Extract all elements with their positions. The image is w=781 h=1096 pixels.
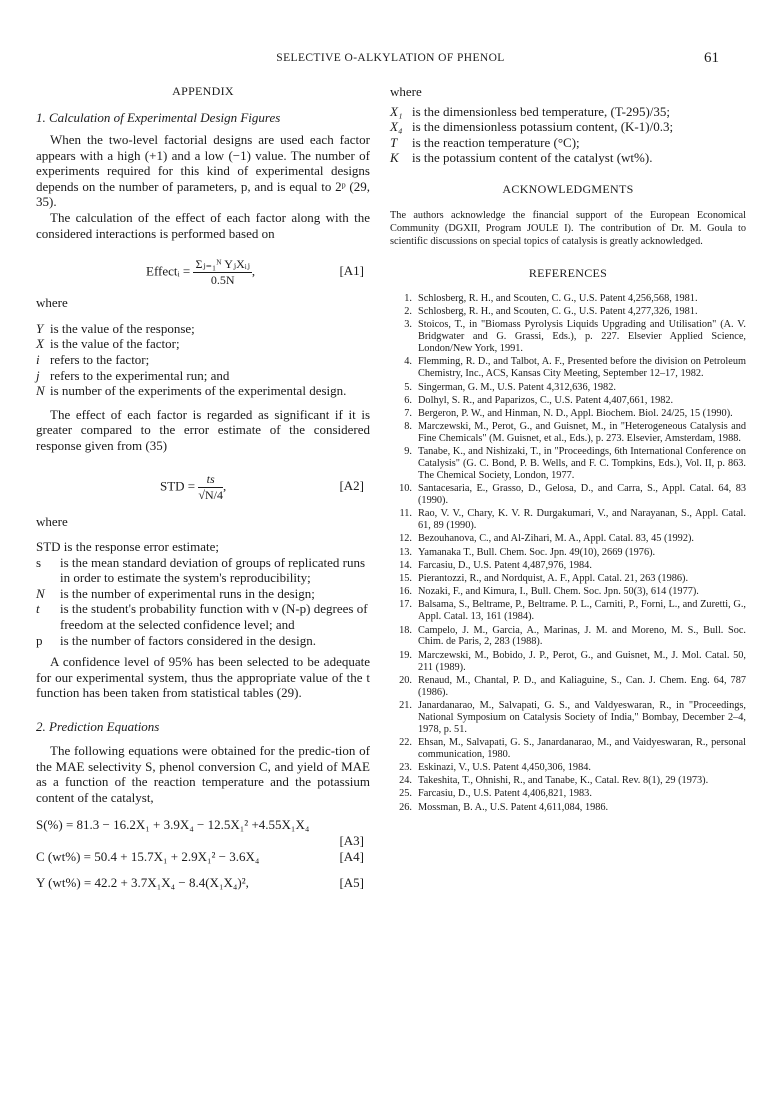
reference-number: 18. <box>399 624 412 636</box>
definition-text: is the dimensionless potassium content, (K-1)/0.3; <box>412 119 674 135</box>
left-column <box>36 84 370 895</box>
reference-item <box>390 775 746 787</box>
paragraph-effect-calculation: The calculation of the effect of each factor along with the considered interactions is performed based on <box>36 209 370 241</box>
reference-item <box>390 483 746 507</box>
definition-symbol: X₁ <box>390 103 403 119</box>
reference-number: 26. <box>399 801 412 813</box>
reference-number: 22. <box>399 736 412 748</box>
reference-text: Balsama, S., Beltrame, P., Beltrame. P. L., Carniti, P., Forni, L., and Zuretti, G., Appl. Catal. 13, 161 (1984). <box>418 599 746 623</box>
equation-a5-tag: [A5] <box>339 875 364 891</box>
reference-item <box>390 675 746 699</box>
reference-number: 2. <box>404 306 412 318</box>
reference-text: Ehsan, M., Salvapati, G. S., Janardanarao, M., and Vaidyeswaran, R., personal communication, 1980. <box>418 736 746 760</box>
appendix-heading: APPENDIX <box>172 84 234 98</box>
definition-symbol: s <box>36 554 42 570</box>
reference-item <box>390 650 746 674</box>
definition-symbol: N <box>36 585 45 601</box>
reference-text: Renaud, M., Chantal, P. D., and Kaliaguine, S., Can. J. Chem. Eng. 64, 787 (1986). <box>418 674 746 698</box>
definition-item <box>36 336 370 352</box>
definition-item <box>36 383 370 399</box>
definition-item <box>36 586 370 602</box>
equation-a2-fraction <box>198 472 223 503</box>
reference-text: Tanabe, K., and Nishizaki, T., in "Proceedings, 6th International Conference on Catalysis" (G. C. Bond, P. B. Wells, and F. C. Tompkins, Eds.), Vol. II, p. 863. The Chemical Society, London, 1977. <box>418 446 746 482</box>
reference-item <box>390 293 746 305</box>
definition-text: is the potassium content of the catalyst (wt%). <box>412 150 653 166</box>
reference-text: Santacesaria, E., Grasso, D., Gelosa, D., and Carra, S., Appl. Catal. 64, 83 (1990). <box>418 483 746 507</box>
reference-text: Bergeron, P. W., and Hinman, N. D., Appl. Biochem. Biol. 24/25, 15 (1990). <box>418 407 733 419</box>
reference-text: Schlosberg, R. H., and Scouten, C. G., U.S. Patent 4,256,568, 1981. <box>418 292 698 304</box>
definition-text: refers to the experimental run; and <box>50 367 230 383</box>
reference-number: 3. <box>404 319 412 331</box>
equation-a1-numerator: Σⱼ₌₁ᴺ YⱼXᵢⱼ <box>195 257 250 272</box>
reference-item <box>390 737 746 761</box>
definition-item <box>36 555 370 586</box>
reference-number: 17. <box>399 599 412 611</box>
definition-item <box>390 104 746 120</box>
definition-symbol: X <box>36 336 44 352</box>
reference-number: 7. <box>404 407 412 419</box>
definition-text: is the value of the response; <box>50 320 195 336</box>
reference-number: 19. <box>399 649 412 661</box>
reference-number: 6. <box>404 394 412 406</box>
reference-text: Farcasiu, D., U.S. Patent 4,487,976, 1984. <box>418 559 592 571</box>
equation-a2-numerator: ts <box>198 472 223 488</box>
definition-symbol: p <box>36 632 43 648</box>
reference-number: 1. <box>404 292 412 304</box>
definition-text: is the number of factors considered in the design. <box>60 632 316 648</box>
reference-text: Campelo, J. M., Garcia, A., Marinas, J. M. and Moreno, M. S., Bull. Soc. Chim. de Paris, 2, 283 (1988). <box>418 624 746 648</box>
definition-text: is the student's probability function with ν (N-p) degrees of freedom at the selected confidence level; and <box>60 601 368 633</box>
reference-number: 9. <box>404 446 412 458</box>
reference-text: Pierantozzi, R., and Nordquist, A. F., Appl. Catal. 21, 263 (1986). <box>418 573 689 585</box>
acknowledgments-text: The authors acknowledge the financial support of the European Economical Community (DGXII, Program JOULE I). The contribution of Dr. M. Goula to scientific discussions on special topics of catalysis is greatly acknowledged. <box>390 209 746 247</box>
definition-text: is the reaction temperature (°C); <box>412 134 580 150</box>
equation-a2-tag: [A2] <box>339 477 364 493</box>
reference-text: Yamanaka T., Bull. Chem. Soc. Jpn. 49(10), 2669 (1976). <box>418 546 656 558</box>
definition-item <box>36 601 370 632</box>
definition-symbol: T <box>390 134 398 150</box>
definition-item <box>36 368 370 384</box>
equation-a1 <box>36 251 370 287</box>
reference-text: Dolhyl, S. R., and Paparizos, C., U.S. Patent 4,407,661, 1982. <box>418 394 674 406</box>
reference-text: Takeshita, T., Ohnishi, R., and Tanabe, K., Catal. Rev. 8(1), 29 (1973). <box>418 775 709 787</box>
reference-text: Schlosberg, R. H., and Scouten, C. G., U.S. Patent 4,277,326, 1981. <box>418 306 698 318</box>
definition-symbol: j <box>36 367 40 383</box>
equation-a3-tag: [A3] <box>339 833 364 849</box>
reference-item <box>390 586 746 598</box>
reference-text: Marczewski, M., Bobido, J. P., Perot, G., and Guisnet, M., J. Mol. Catal. 50, 211 (1989). <box>418 649 746 673</box>
reference-text: Mossman, B. A., U.S. Patent 4,611,084, 1986. <box>418 801 609 813</box>
reference-number: 5. <box>404 381 412 393</box>
definition-text: is the value of the factor; <box>50 336 180 352</box>
equation-a1-denominator: 0.5N <box>210 273 235 288</box>
reference-text: Bezouhanova, C., and Al-Zihari, M. A., Appl. Catal. 83, 45 (1992). <box>418 533 694 545</box>
paragraph-prediction: The following equations were obtained for the predic-tion of the MAE selectivity S, phenol conversion C, and yield of MAE as a function of the reaction temperature and the potassium content of the catalyst, <box>36 743 370 805</box>
equation-a5-text: Y (wt%) = 42.2 + 3.7X₁X₄ − 8.4(X₁X₄)², <box>36 875 249 891</box>
definition-item <box>36 633 370 649</box>
definition-item <box>36 352 370 368</box>
running-title: SELECTIVE O-ALKYLATION OF PHENOL <box>276 52 505 64</box>
reference-item <box>390 547 746 559</box>
reference-item <box>390 700 746 736</box>
reference-item <box>390 625 746 649</box>
equation-a4-text: C (wt%) = 50.4 + 15.7X₁ + 2.9X₁² − 3.6X₄ <box>36 849 260 865</box>
reference-item <box>390 382 746 394</box>
where-label-1: where <box>36 295 68 311</box>
reference-item <box>390 788 746 800</box>
std-definition: STD is the response error estimate; <box>36 539 220 555</box>
definition-text: is the number of experimental runs in the design; <box>60 585 315 601</box>
reference-number: 23. <box>399 762 412 774</box>
definition-list-3 <box>390 104 746 166</box>
reference-number: 12. <box>399 533 412 545</box>
reference-number: 25. <box>399 788 412 800</box>
running-header <box>0 52 781 68</box>
where-label-2: where <box>36 513 68 529</box>
reference-text: Eskinazi, V., U.S. Patent 4,450,306, 1984. <box>418 762 591 774</box>
equation-a2-comma: , <box>222 477 227 493</box>
reference-text: Nozaki, F., and Kimura, I., Bull. Chem. Soc. Jpn. 50(3), 614 (1977). <box>418 586 699 598</box>
reference-text: Farcasiu, D., U.S. Patent 4,406,821, 1983. <box>418 788 592 800</box>
definition-list-1 <box>36 321 370 399</box>
reference-number: 16. <box>399 586 412 598</box>
equation-a1-tag: [A1] <box>339 263 364 279</box>
reference-number: 13. <box>399 546 412 558</box>
definition-item <box>390 150 746 166</box>
reference-number: 11. <box>399 508 412 520</box>
definition-symbol: Y <box>36 320 44 336</box>
reference-text: Marczewski, M., Perot, G., and Guisnet, M., in "Heterogeneous Catalysis and Fine Chemicals" (M. Guisnet, et al., Eds.), p. 273. Elsevier, Amsterdam, 1988. <box>418 421 746 445</box>
reference-item <box>390 446 746 482</box>
reference-item <box>390 508 746 532</box>
reference-text: Stoicos, T., in "Biomass Pyrolysis Liquids Upgrading and Utilisation" (A. V. Bridgwater and G. Grassi, Eds.), p. 227. Elsevier Applied Science, London/New York, 1991. <box>418 319 746 355</box>
section-2-title: 2. Prediction Equations <box>36 719 160 735</box>
equation-a5 <box>36 875 370 895</box>
reference-text: Janardanarao, M., Salvapati, G. S., and Valdyeswaran, R., in "Proceedings, National Symposium on Catalysis Society of India," Bombay, December 2–4, 1978, p. 51. <box>418 699 746 735</box>
where-label-3: where <box>390 84 422 99</box>
reference-item <box>390 319 746 355</box>
equation-a2-lhs: STD = <box>160 477 199 493</box>
equation-a1-lhs: Effectᵢ = <box>146 263 194 279</box>
equation-a2 <box>36 468 370 508</box>
reference-item <box>390 421 746 445</box>
equation-a4-tag: [A4] <box>339 849 364 865</box>
reference-number: 4. <box>404 356 412 368</box>
reference-text: Rao, V. V., Chary, K. V. R. Durgakumari, V., and Narayanan, S., Appl. Catal. 61, 89 (1990). <box>418 508 746 532</box>
section-1-title: 1. Calculation of Experimental Design Figures <box>36 110 281 125</box>
definition-text: is the dimensionless bed temperature, (T-295)/35; <box>412 103 671 119</box>
reference-number: 21. <box>399 699 412 711</box>
definition-item <box>390 119 746 135</box>
equation-a1-comma: , <box>251 263 256 279</box>
equation-a4 <box>36 849 370 871</box>
equation-a2-denominator: √N/4 <box>198 487 223 502</box>
acknowledgments-heading: ACKNOWLEDGMENTS <box>502 181 634 196</box>
reference-item <box>390 356 746 380</box>
definition-symbol: N <box>36 383 45 399</box>
reference-item <box>390 560 746 572</box>
reference-text: Flemming, R. D., and Talbot, A. F., Presented before the division on Petroleum Chemistry, Inc., ACS, Kansas City Meeting, September 12–17, 1982. <box>418 356 746 380</box>
reference-number: 8. <box>404 421 412 433</box>
reference-number: 15. <box>399 573 412 585</box>
reference-number: 20. <box>399 674 412 686</box>
definition-symbol: i <box>36 351 40 367</box>
definition-text: is number of the experiments of the experimental design. <box>50 383 347 399</box>
paragraph-confidence-level: A confidence level of 95% has been selected to be adequate for our experimental system, thus the appropriate value of the t function has been taken from statistical tables (29). <box>36 654 370 701</box>
reference-item <box>390 802 746 814</box>
page-number: 61 <box>704 50 719 66</box>
definition-symbol: K <box>390 150 399 166</box>
reference-number: 14. <box>399 559 412 571</box>
reference-item <box>390 306 746 318</box>
definition-text: refers to the factor; <box>50 351 150 367</box>
reference-item <box>390 533 746 545</box>
paragraph-factorial-design: When the two-level factorial designs are used each factor appears with a high (+1) and a low (−1) value. The number of experiments required for this kind of experimental designs depends on the number of parameters, p, and is equal to 2ᵖ (29, 35). <box>36 132 370 210</box>
right-column <box>390 84 746 815</box>
definition-list-2 <box>36 555 370 649</box>
reference-text: Singerman, G. M., U.S. Patent 4,312,636, 1982. <box>418 381 616 393</box>
definition-symbol: t <box>36 601 40 617</box>
references-heading: REFERENCES <box>528 265 608 280</box>
equation-a1-fraction <box>193 257 251 288</box>
reference-item <box>390 762 746 774</box>
equation-a3 <box>36 817 370 849</box>
reference-item <box>390 599 746 623</box>
definition-item <box>390 135 746 151</box>
reference-list <box>390 293 746 814</box>
equation-a3-text: S(%) = 81.3 − 16.2X₁ + 3.9X₄ − 12.5X₁² +4.55X₁X₄ <box>36 817 310 833</box>
paragraph-significance: The effect of each factor is regarded as significant if it is greater compared to the error estimate of the considered response given from (35) <box>36 406 370 453</box>
definition-text: is the mean standard deviation of groups of replicated runs in order to estimate the system's reproducibility; <box>60 554 366 586</box>
reference-item <box>390 573 746 585</box>
reference-number: 24. <box>399 775 412 787</box>
definition-item <box>36 321 370 337</box>
reference-item <box>390 408 746 420</box>
reference-item <box>390 395 746 407</box>
definition-symbol: X₄ <box>390 119 403 135</box>
reference-number: 10. <box>399 483 412 495</box>
